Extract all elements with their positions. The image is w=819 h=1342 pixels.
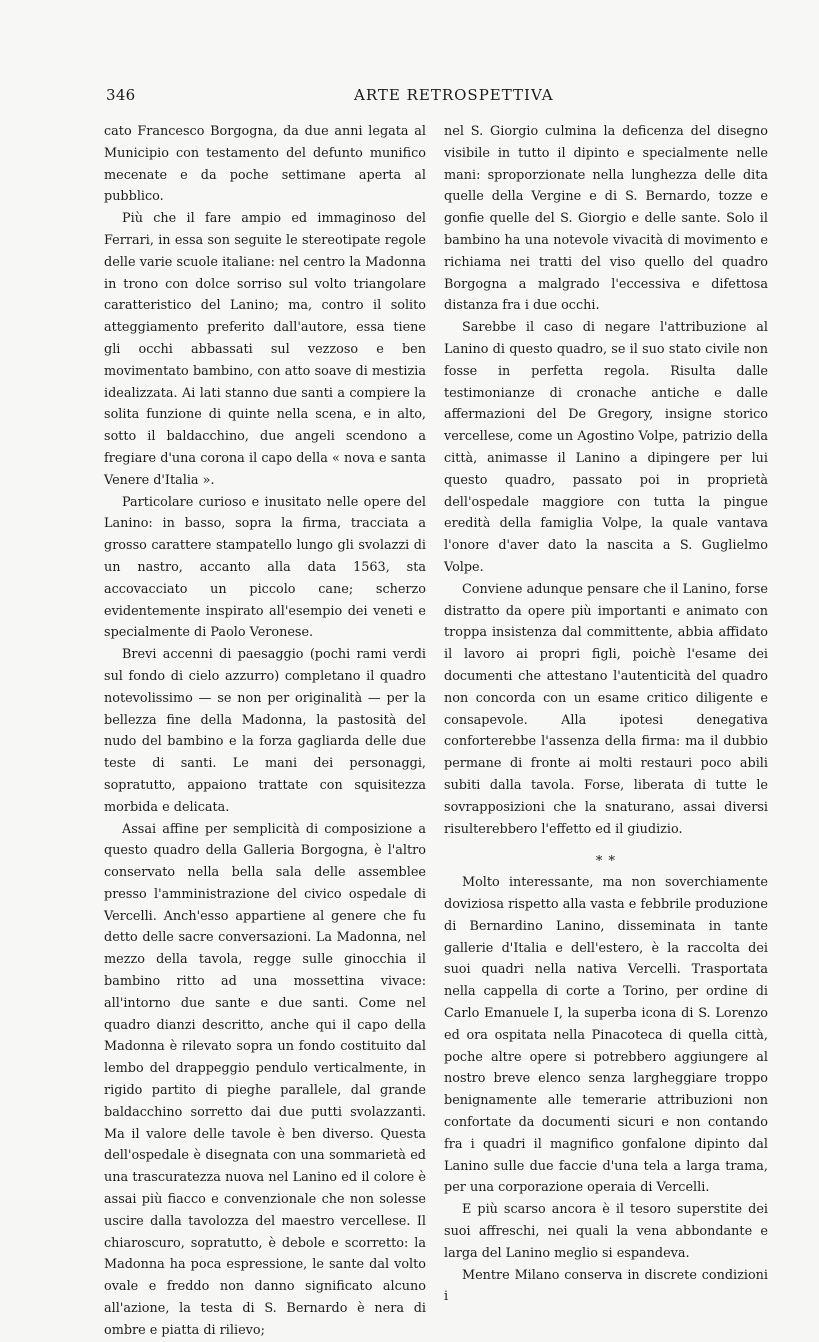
page-number: 346 — [106, 86, 136, 104]
left-column — [104, 121, 426, 1342]
section-ornament: * * — [595, 854, 617, 870]
paragraph: Brevi accenni di paesaggio (pochi rami verdi sul fondo di cielo azzurro) completano il quadro notevolissimo — se non per originalità — per la bellezza fine della Madonna, la pastosità del nudo del bambino e la forza gagliarda delle due teste di santi. Le mani dei personaggi, sopratutto, appaiono trattate con squisitezza morbida e delicata. — [104, 647, 426, 815]
paragraph: Più che il fare ampio ed immaginoso del Ferrari, in essa son seguite le stereotipate regole delle varie scuole italiane: nel centro la Madonna in trono con dolce sorriso sul volto triangolare caratteristico del Lanino; ma, contro il solito atteggiamento preferito dall'autore, essa tiene gli occhi abbassati sul vezzoso e ben movimentato bambino, con atto soave di mestizia idealizzata. Ai lati stanno due santi a compiere la solita funzione di quinte nella scena, e in alto, sotto il baldacchino, due angeli scendono a fregiare d'una corona il capo della « nova e santa Venere d'Italia ». — [104, 211, 426, 488]
paragraph: Mentre Milano conserva in discrete condizioni i — [444, 1267, 768, 1305]
paragraph: Assai affine per semplicità di composizione a questo quadro della Galleria Borgogna, è l'altro conservato nella bella sala delle assemblee presso l'amministrazione del civico ospedale di Vercelli. Anch'esso appartiene al genere che fu detto delle sacre conversazioni. La Madonna, nel mezzo della tavola, regge sulle ginocchia il bambino ritto ad una mossettina vivace: all'intorno due sante e due santi. Come nel quadro dianzi descritto, anche qui il capo della Madonna è rilevato sopra un fondo costituito dal lembo del drappeggio pendulo verticalmente, in rigido partito di pieghe parallele, dal grande baldacchino sorretto dai due putti svolazzanti. Ma il valore delle tavole è ben diverso. Questa dell'ospedale è disegnata con una sommarietà ed una trascuratezza nuova nel Lanino ed il colore è assai più fiacco e convenzionale che non solesse uscire dalla tavolozza del maestro vercellese. Il chiaroscuro, sopratutto, è debole e scorretto: la Madonna ha poca espressione, le sante dal volto ovale e freddo non danno significato alcuno all'azione, la testa di S. Bernardo è nera di ombre e piatta di rilievo; — [104, 821, 426, 1338]
paragraph: E più scarso ancora è il tesoro superstite dei suoi affreschi, nei quali la vena abbondante e larga del Lanino meglio si espandeva. — [444, 1202, 768, 1261]
paragraph: Sarebbe il caso di negare l'attribuzione al Lanino di questo quadro, se il suo stato civile non fosse in perfetta regola. Risulta dalle testimonianze di cronache antiche e dalle affermazioni del De Gregory, insigne storico vercellese, come un Agostino Volpe, patrizio della città, animasse il Lanino a dipingere per lui questo quadro, passato poi in proprietà dell'ospedale maggiore con tutta la pingue eredità della famiglia Volpe, la quale vantava l'onore d'aver dato la nascita a S. Guglielmo Volpe. — [444, 320, 768, 575]
paragraph: Molto interessante, ma non soverchiamente doviziosa rispetto alla vasta e febbrile produzione di Bernardino Lanino, disseminata in tante gallerie d'Italia e dell'estero, è la raccolta dei suoi quadri nella nativa Vercelli. Trasportata nella cappella di corte a Torino, per ordine di Carlo Emanuele I, la superba icona di S. Lorenzo ed ora ospitata nella Pinacoteca di quella città, poche altre opere si potrebbero aggiungere al nostro breve elenco senza largheggiare troppo benignamente alle temerarie attribuzioni non confortate da documenti sicuri e non contando fra i quadri il magnifico gonfalone dipinto dal Lanino sulle due faccie d'una tela a larga trama, per una corporazione operaia di Vercelli. — [444, 875, 768, 1196]
paragraph: nel S. Giorgio culmina la deficenza del disegno visibile in tutto il dipinto e specialmente nelle mani: sproporzionate nella lunghezza delle dita quelle della Vergine e di S. Bernardo, tozze e gonfie quelle del S. Giorgio e delle sante. Solo il bambino ha una notevole vivacità di movimento e richiama nei tratti del viso quello del quadro Borgogna a malgrado l'eccessiva e difettosa distanza fra i due occhi. — [444, 124, 768, 314]
paragraph: cato Francesco Borgogna, da due anni legata al Municipio con testamento del defunto munifico mecenate e da poche settimane aperta al pubblico. — [104, 124, 426, 205]
paragraph: Conviene adunque pensare che il Lanino, forse distratto da opere più importanti e animato con troppa insistenza dal committente, abbia affidato il lavoro ai propri figli, poichè l'esame dei documenti che attestano l'autenticità del quadro non concorda con un esame critico diligente e consapevole. Alla ipotesi denegativa conforterebbe l'assenza della firma: ma il dubbio permane di fronte ai molti restauri poco abili subiti dalla tavola. Forse, liberata di tutte le sovrapposizioni che la snaturano, assai diversi risulterebbero l'effetto ed il giudizio. — [444, 581, 768, 837]
paragraph: Particolare curioso e inusitato nelle opere del Lanino: in basso, sopra la firma, tracciata a grosso carattere stampatello lungo gli svolazzi di un nastro, accanto alla data 1563, sta accovacciato un piccolo cane; scherzo evidentemente inspirato all'esempio dei veneti e specialmente di Paolo Veronese. — [104, 494, 426, 641]
running-title: ARTE RETROSPETTIVA — [354, 86, 554, 104]
right-column — [444, 121, 768, 1308]
page-header — [106, 86, 770, 108]
